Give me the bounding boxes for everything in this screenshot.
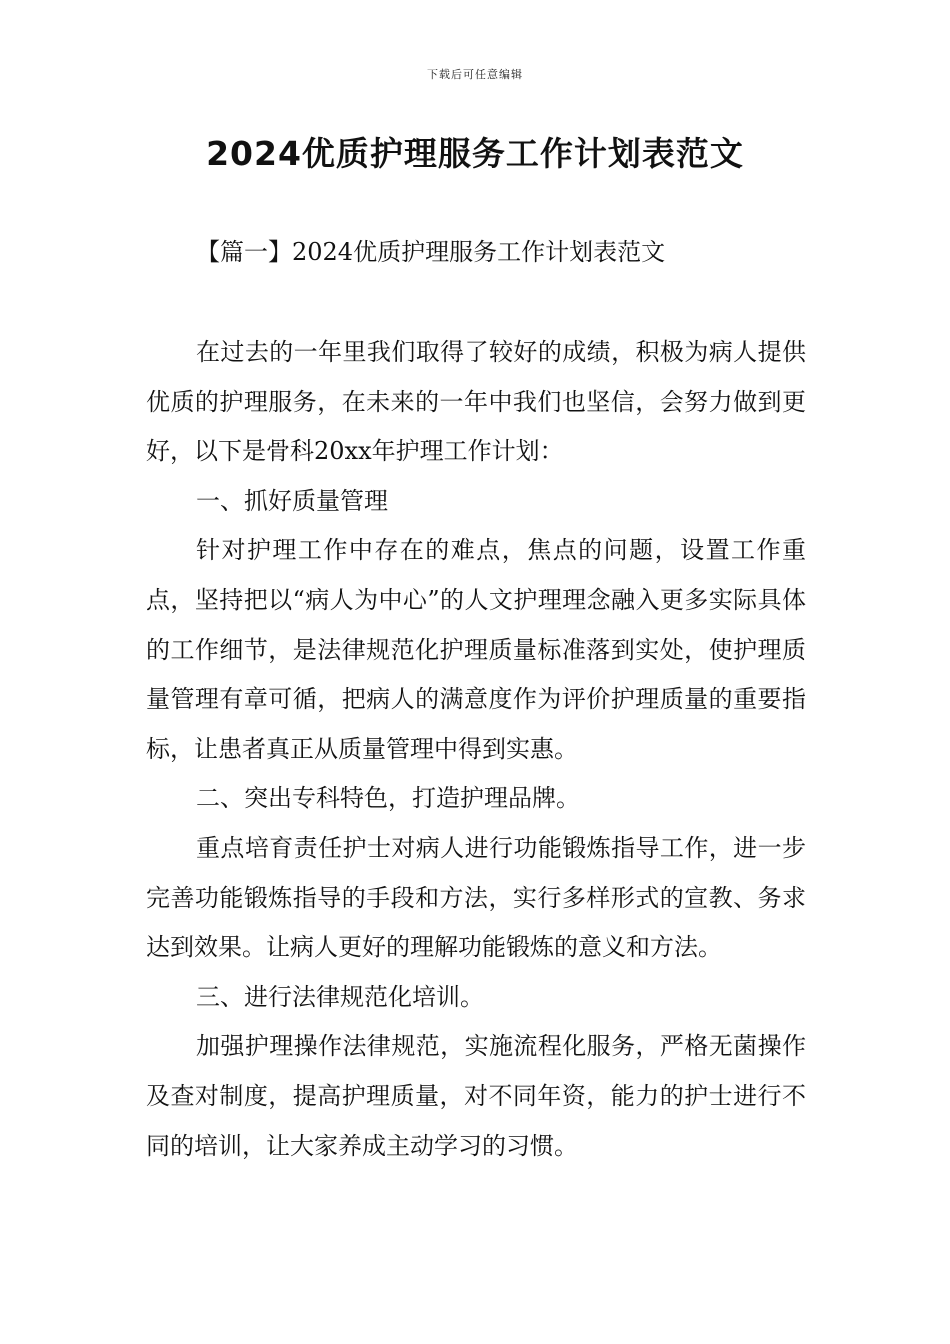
specialty-features-paragraph: 重点培育责任护士对病人进行功能锻炼指导工作，进一步完善功能锻炼指导的手段和方法，实行多样形式的宣教、务求达到效果。让病人更好的理解功能锻炼的意义和方法。	[146, 833, 806, 962]
legal-training-paragraph: 加强护理操作法律规范，实施流程化服务，严格无菌操作及查对制度，提高护理质量，对不同年资，能力的护士进行不同的培训，让大家养成主动学习的习惯。	[146, 1032, 806, 1160]
intro-paragraph: 在过去的一年里我们取得了较好的成绩，积极为病人提供优质的护理服务，在未来的一年中我们也坚信，会努力做到更好，以下是骨科20xx年护理工作计划：	[146, 338, 806, 466]
heading-quality-management: 一、抓好质量管理	[196, 486, 388, 515]
quality-management-paragraph: 针对护理工作中存在的难点，焦点的问题，设置工作重点，坚持把以“病人为中心”的人文护理理念融入更多实际具体的工作细节，是法律规范化护理质量标准落到实处，使护理质量管理有章可循，把病人的满意度作为评价护理质量的重要指标，让患者真正从质量管理中得到实惠。	[146, 536, 806, 763]
heading-legal-training: 三、进行法律规范化培训。	[196, 982, 484, 1011]
document-body	[146, 328, 806, 1171]
heading-specialty-features: 二、突出专科特色，打造护理品牌。	[196, 784, 580, 813]
header-note: 下载后可任意编辑	[427, 68, 523, 81]
document-title: 2024优质护理服务工作计划表范文	[206, 134, 744, 173]
section-title: 【篇一】2024优质护理服务工作计划表范文	[196, 238, 666, 266]
